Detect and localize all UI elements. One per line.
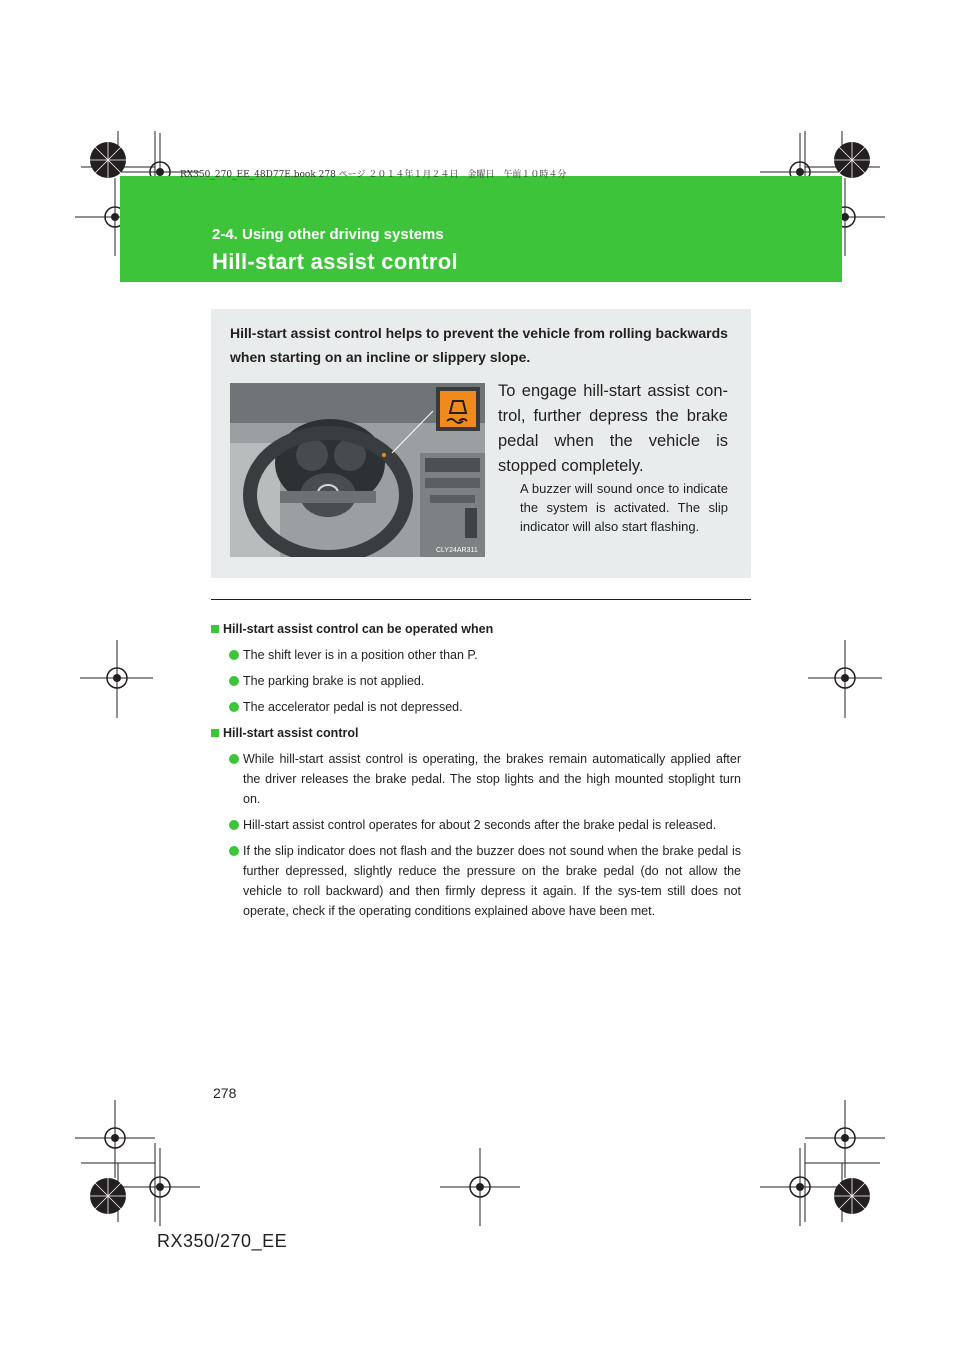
engage-text: To engage hill-start assist con-trol, further depress the brake pedal when the vehicle is stopped completely. [498,382,728,475]
section-square-icon [211,729,219,737]
section-heading-text: Hill-start assist control [223,726,359,740]
list-item [211,697,741,717]
list-item-text: While hill-start assist control is operating, the brakes remain automatically applied after the driver releases the brake pedal. The stop lights and the high mounted stoplight turn on. [243,752,741,806]
section-heading [211,723,741,743]
model-footer: RX350/270_EE [157,1231,288,1251]
slip-indicator-icon [440,391,476,427]
section-heading-text: Hill-start assist control can be operated when [223,622,494,636]
list-item [211,841,741,921]
section-heading [211,619,741,639]
content [211,619,741,927]
section-square-icon [211,625,219,633]
divider [211,599,751,600]
list-item [211,645,741,665]
list-item-text: The accelerator pedal is not depressed. [243,700,463,714]
bullet-dot-icon [229,846,239,856]
bullet-dot-icon [229,650,239,660]
page-title: Hill-start assist control [212,249,458,274]
bullet-dot-icon [229,702,239,712]
section-label: 2-4. Using other driving systems [212,226,444,243]
photo-code: CLY24AR311 [436,547,478,554]
bullet-dot-icon [229,820,239,830]
bullet-dot-icon [229,676,239,686]
intro-text: Hill-start assist control helps to prevent the vehicle from rolling backwards when starting on an incline or slippery slope. [230,325,728,365]
bullet-dot-icon [229,754,239,764]
list-item [211,815,741,835]
page-number: 278 [213,1085,237,1101]
list-item-text: Hill-start assist control operates for about 2 seconds after the brake pedal is released. [243,818,717,832]
buzzer-text: A buzzer will sound once to indicate the system is activated. The slip indicator will also start flashing. [520,481,728,534]
file-header: RX350_270_EE_48D77E.book 278 ページ ２０１４年１月２４日 金曜日 午前１０時４分 [180,170,567,180]
list-item-text: The shift lever is in a position other than P. [243,648,478,662]
list-item [211,749,741,809]
dashboard-photo [230,383,485,557]
list-item-text: If the slip indicator does not flash and the buzzer does not sound when the brake pedal is further depressed, slightly reduce the pressure on the brake pedal (do not allow the vehicle to roll backward) and then firmly depress it again. If the sys-tem still does not operate, check if the operating conditions explained above have been met. [243,844,741,918]
list-item-text: The parking brake is not applied. [243,674,425,688]
list-item [211,671,741,691]
